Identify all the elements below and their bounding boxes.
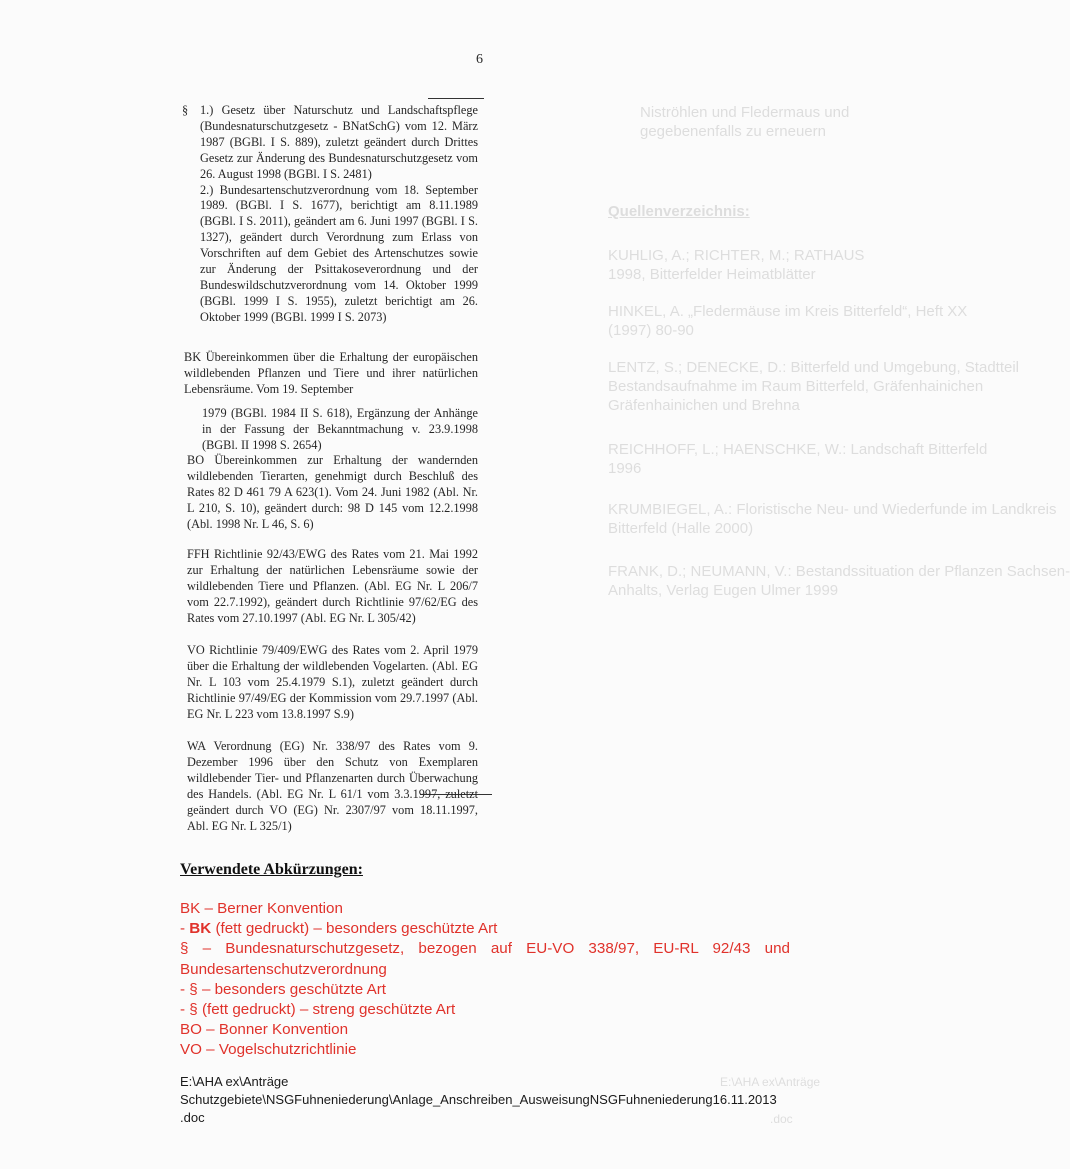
list-item: VO – Vogelschutzrichtlinie xyxy=(180,1041,357,1059)
ghost-line: 1996 xyxy=(608,460,642,477)
legal-entry-wa xyxy=(187,739,478,834)
ghost-line: LENTZ, S.; DENECKE, D.: Bitterfeld und Umgebung, Stadtteil xyxy=(608,359,1020,376)
list-item: § – Bundesnaturschutzgesetz, bezogen auf EU-VO 338/97, EU-RL 92/43 und Bundesartenschutzverordnung xyxy=(180,940,790,978)
abbreviations-heading: Verwendete Abkürzungen: xyxy=(180,861,363,878)
legal-text: VO Richtlinie 79/409/EWG des Rates vom 2. April 1979 über die Erhaltung der wildlebenden Vogelarten. (Abl. EG Nr. L 103 vom 25.4.1979 S.1), zuletzt geändert durch Richtlinie 97/49/EG der Kommission vom 29.7.1997 (Abl. EG Nr. L 223 vom 13.8.1997 S.9) xyxy=(187,643,478,721)
ghost-line: Anhalts, Verlag Eugen Ulmer 1999 xyxy=(608,582,839,599)
abbr-bold-bk: BK xyxy=(189,920,212,938)
abbr-text: (fett gedruckt) – besonders geschützte Art xyxy=(211,920,498,938)
list-item: BK – Berner Konvention xyxy=(180,900,343,917)
legal-text: 2.) Bundesartenschutzverordnung vom 18. September 1989. (BGBl. I S. 1677), berichtigt am 8.11.1989 (BGBl. I S. 2011), geändert am 6. Juni 1997 (BGBl. I S. 1327), geändert durch Verordnung zum Erlass von Vorschriften auf dem Gebiet des Artenschutzes sowie zur Änderung der Psittakoseverordnung und der Bundeswildschutzverordnung vom 14. Oktober 1999 (BGBl. 1999 I S. 1955), zuletzt berichtigt am 26. Oktober 1999 (BGBl. 1999 I S. 2073) xyxy=(200,182,478,324)
abbreviations-list xyxy=(180,899,790,1061)
ghost-line: HINKEL, A. „Fledermäuse im Kreis Bitterfeld“, Heft XX xyxy=(608,303,968,320)
paragraph-symbol: § xyxy=(182,103,189,117)
list-item: BO – Bonner Konvention xyxy=(180,1021,349,1039)
list-item: - § (fett gedruckt) – streng geschützte Art xyxy=(180,1001,456,1019)
legal-entry-bk-continued xyxy=(202,406,478,454)
page-number: 6 xyxy=(476,52,483,67)
ghost-line: Gräfenhainichen und Brehna xyxy=(608,397,800,414)
legal-text: 1.) Gesetz über Naturschutz und Landschaftspflege (Bundesnaturschutzgesetz - BNatSchG) vom 12. März 1987 (BGBl. I S. 889), zuletzt geändert durch Drittes Gesetz zur Änderung des Bundesnaturschutzgesetz vom 26. August 1998 (BGBl. I S. 2481) xyxy=(200,103,478,181)
ghost-line: (1997) 80-90 xyxy=(608,322,694,339)
legal-entry-ffh xyxy=(187,547,478,627)
ghost-line: Bitterfeld (Halle 2000) xyxy=(608,520,754,537)
ghost-line: REICHHOFF, L.; HAENSCHKE, W.: Landschaft Bitterfeld xyxy=(608,441,988,458)
abbr-prefix: - xyxy=(180,920,190,938)
list-item: - § – besonders geschützte Art xyxy=(180,980,386,998)
ghost-line: 1998, Bitterfelder Heimatblätter xyxy=(608,266,816,283)
legal-text: 1979 (BGBl. 1984 II S. 618), Ergänzung der Anhänge in der Fassung der Bekanntmachung v. 23.9.1998 (BGBl. II 1998 S. 2654) xyxy=(202,406,478,452)
ghost-heading: Quellenverzeichnis: xyxy=(608,203,750,220)
ghost-line: KRUMBIEGEL, A.: Floristische Neu- und Wiederfunde im Landkreis xyxy=(608,501,1057,518)
ghost-line: gegebenenfalls zu erneuern xyxy=(640,123,826,140)
ghost-line: .doc xyxy=(770,1112,793,1126)
ghost-line: Niströhlen und Fledermaus und xyxy=(640,104,850,121)
list-item xyxy=(180,919,790,939)
legal-entry-paragraph xyxy=(182,103,478,326)
footer-line: .doc xyxy=(180,1110,205,1125)
footer-line: E:\AHA ex\Anträge xyxy=(180,1074,289,1089)
footer-line: Schutzgebiete\NSGFuhneniederung\Anlage_Anschreiben_AusweisungNSGFuhneniederung16.11.2013 xyxy=(180,1092,777,1107)
legal-entry-bk xyxy=(184,350,478,398)
legal-entry-vo xyxy=(187,643,478,723)
legal-text: BO Übereinkommen zur Erhaltung der wandernden wildlebenden Tierarten, genehmigt durch Beschluß des Rates 82 D 461 79 A 623(1). Vom 24. Juni 1982 (Abl. Nr. L 210, S. 10), geändert durch: 98 D 145 vom 12.2.1998 (Abl. 1998 Nr. L 46, S. 6) xyxy=(187,453,478,531)
legal-text: BK Übereinkommen über die Erhaltung der europäischen wildlebenden Pflanzen und Tiere und ihrer natürlichen Lebensräume. Vom 19. September xyxy=(184,350,478,396)
separator-rule xyxy=(428,98,484,99)
legal-entry-bo xyxy=(187,453,478,533)
ghost-line: KUHLIG, A.; RICHTER, M.; RATHAUS xyxy=(608,247,865,264)
legal-text: WA Verordnung (EG) Nr. 338/97 des Rates vom 9. Dezember 1996 über den Schutz von Exemplaren wildlebender Tier- und Pflanzenarten durch Überwachung des Handels. (Abl. EG Nr. L 61/1 vom 3.3.1997, zuletzt geändert durch VO (EG) Nr. 2307/97 vom 18.11.1997, Abl. EG Nr. L 325/1) xyxy=(187,739,478,833)
legal-text: FFH Richtlinie 92/43/EWG des Rates vom 21. Mai 1992 zur Erhaltung der natürlichen Lebensräume sowie der wildlebenden Tiere und Pflanzen. (Abl. EG Nr. L 206/7 vom 22.7.1992), geändert durch Richtlinie 97/62/EG des Rates vom 27.10.1997 (Abl. EG Nr. L 305/42) xyxy=(187,547,478,625)
ghost-line: E:\AHA ex\Anträge xyxy=(720,1075,821,1089)
ghost-line: Bestandsaufnahme im Raum Bitterfeld, Gräfenhainichen xyxy=(608,378,984,395)
file-path-footer xyxy=(180,1073,810,1127)
ghost-line: FRANK, D.; NEUMANN, V.: Bestandssituation der Pflanzen Sachsen- xyxy=(608,563,1070,580)
